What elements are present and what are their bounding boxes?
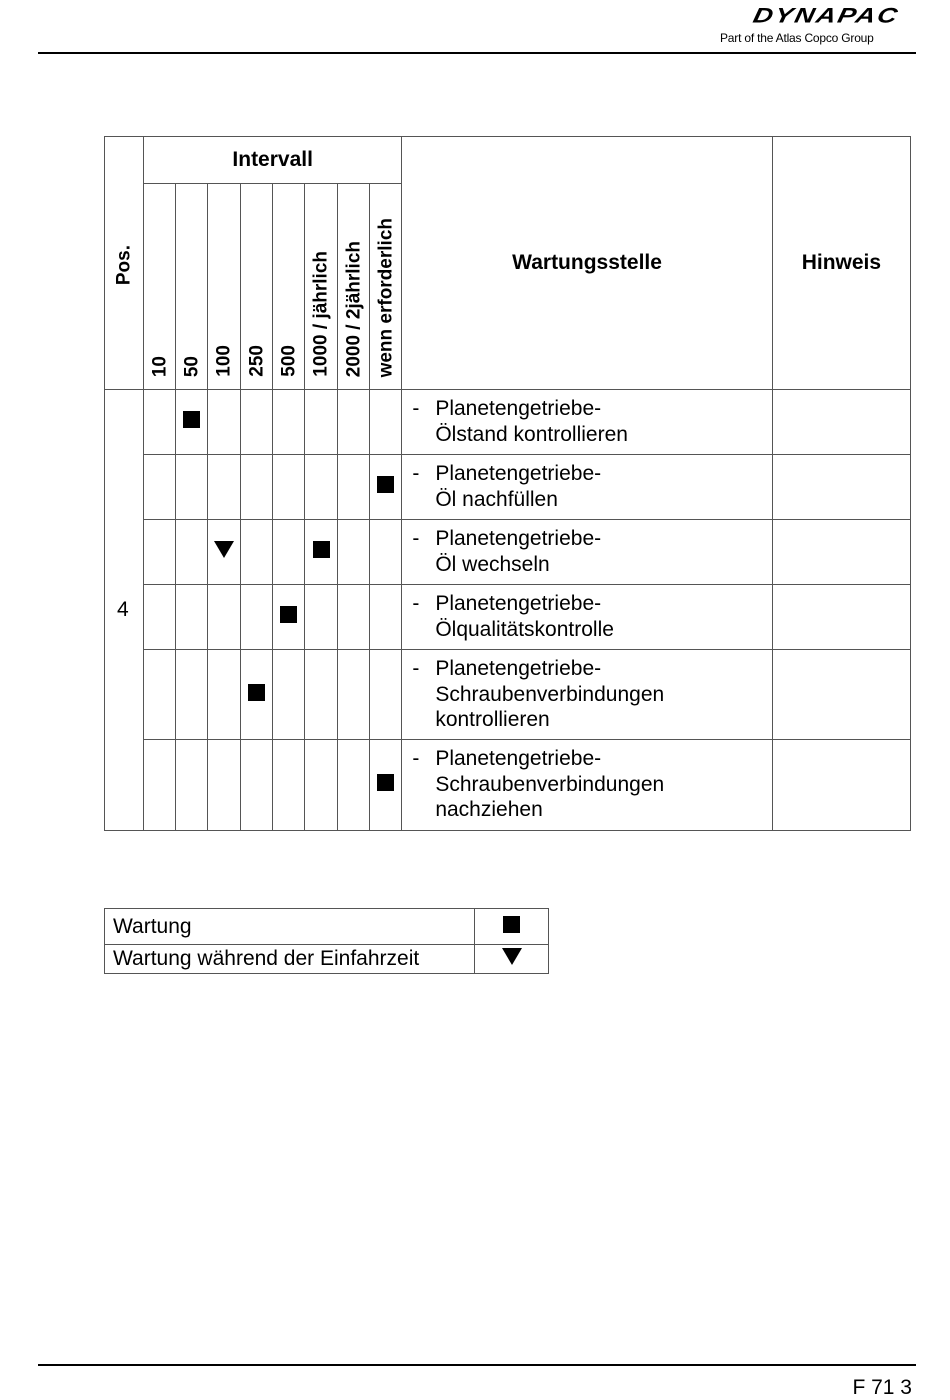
interval-mark-cell (273, 520, 305, 585)
interval-mark-cell (273, 585, 305, 650)
interval-mark-cell (305, 390, 338, 455)
interval-col-header (338, 184, 370, 390)
list-dash: - (412, 657, 420, 680)
interval-mark-cell (338, 520, 370, 585)
square-mark-icon (313, 541, 330, 558)
maintenance-point (402, 650, 772, 740)
interval-mark-cell (144, 390, 176, 455)
interval-mark-cell (338, 585, 370, 650)
interval-mark-cell (241, 740, 273, 831)
interval-mark-cell (241, 520, 273, 585)
maintenance-point (402, 390, 772, 455)
list-dash: - (412, 462, 420, 485)
hinweis-cell (772, 390, 910, 455)
interval-mark-cell (305, 455, 338, 520)
interval-mark-cell (370, 390, 402, 455)
interval-mark-cell (176, 520, 208, 585)
interval-mark-cell (273, 650, 305, 740)
square-mark-icon (377, 774, 394, 791)
legend-symbol-cell (475, 909, 549, 945)
interval-label: 50 (181, 355, 203, 377)
interval-mark-cell (144, 650, 176, 740)
interval-mark-cell (144, 740, 176, 831)
logo-tagline: Part of the Atlas Copco Group (720, 31, 874, 45)
interval-col-header (144, 184, 176, 390)
interval-mark-cell (208, 650, 241, 740)
interval-mark-cell (208, 740, 241, 831)
maintenance-text-line: Planetengetriebe- (435, 592, 602, 615)
interval-label: wenn erforderlich (375, 217, 397, 377)
hinweis-header: Hinweis (772, 137, 910, 390)
interval-header: Intervall (144, 137, 402, 184)
maintenance-text (435, 746, 664, 823)
table-row (105, 650, 911, 740)
interval-label: 10 (149, 355, 171, 377)
maintenance-text-line: Planetengetriebe- (435, 462, 602, 485)
interval-mark-cell (144, 520, 176, 585)
pos-header-cell (105, 137, 144, 390)
table-body (105, 390, 911, 831)
maintenance-text-line: Schraubenverbindungen (435, 772, 665, 796)
interval-mark-cell (241, 455, 273, 520)
interval-mark-cell (338, 455, 370, 520)
interval-label: 1000 / jährlich (310, 251, 332, 377)
interval-mark-cell (241, 585, 273, 650)
interval-label: 100 (213, 345, 235, 377)
list-dash: - (412, 397, 420, 420)
hinweis-cell (772, 740, 910, 831)
interval-mark-cell (208, 520, 241, 585)
interval-mark-cell (144, 585, 176, 650)
table-row (105, 455, 911, 520)
maintenance-point (402, 740, 772, 831)
interval-mark-cell (338, 390, 370, 455)
square-mark-icon (183, 411, 200, 428)
interval-mark-cell (208, 585, 241, 650)
hinweis-cell (772, 455, 910, 520)
interval-mark-cell (305, 520, 338, 585)
maintenance-text-line: Öl nachfüllen (435, 487, 558, 511)
interval-mark-cell (208, 455, 241, 520)
pos-value: 4 (105, 390, 144, 831)
pos-header: Pos. (113, 244, 135, 285)
square-legend-icon (503, 916, 520, 933)
interval-col-header (273, 184, 305, 390)
interval-col-header (370, 184, 402, 390)
maintenance-text-line: Ölqualitätskontrolle (435, 617, 614, 641)
maintenance-point (402, 455, 772, 520)
interval-mark-cell (176, 585, 208, 650)
interval-mark-cell (208, 390, 241, 455)
square-mark-icon (248, 684, 265, 701)
hinweis-cell (772, 650, 910, 740)
maintenance-text (435, 591, 614, 642)
maintenance-point (402, 585, 772, 650)
interval-mark-cell (370, 650, 402, 740)
maintenance-text-line: nachziehen (435, 798, 543, 821)
maintenance-table (104, 136, 911, 831)
interval-mark-cell (370, 455, 402, 520)
interval-col-header (305, 184, 338, 390)
triangle-legend-icon (502, 948, 522, 965)
interval-mark-cell (176, 740, 208, 831)
interval-label: 500 (278, 345, 300, 377)
interval-mark-cell (144, 455, 176, 520)
wartungsstelle-header: Wartungsstelle (402, 137, 772, 390)
interval-mark-cell (241, 390, 273, 455)
table-row (105, 585, 911, 650)
list-dash: - (412, 527, 420, 550)
interval-col-header (176, 184, 208, 390)
footer-rule (38, 1364, 916, 1366)
interval-mark-cell (305, 650, 338, 740)
maintenance-text-line: Schraubenverbindungen (435, 682, 665, 706)
dynapac-logo: DYNAPAC (751, 4, 902, 28)
header-rule (38, 52, 916, 54)
interval-mark-cell (273, 455, 305, 520)
interval-mark-cell (176, 390, 208, 455)
legend-label: Wartung während der Einfahrzeit (105, 945, 475, 974)
maintenance-text-line: Planetengetriebe- (435, 747, 602, 770)
square-mark-icon (377, 476, 394, 493)
interval-mark-cell (370, 740, 402, 831)
table-row (105, 740, 911, 831)
interval-mark-cell (273, 390, 305, 455)
table-row (105, 520, 911, 585)
interval-mark-cell (176, 650, 208, 740)
maintenance-text-line: Öl wechseln (435, 552, 550, 576)
legend-symbol-cell (475, 945, 549, 974)
maintenance-text (435, 656, 664, 733)
interval-col-header (241, 184, 273, 390)
interval-mark-cell (241, 650, 273, 740)
interval-mark-cell (273, 740, 305, 831)
interval-col-header (208, 184, 241, 390)
table-row (105, 390, 911, 455)
list-dash: - (412, 747, 420, 770)
interval-label: 2000 / 2jährlich (343, 240, 365, 377)
maintenance-text (435, 396, 628, 447)
triangle-mark-icon (214, 541, 234, 558)
interval-mark-cell (338, 650, 370, 740)
legend-label: Wartung (105, 909, 475, 945)
interval-mark-cell (176, 455, 208, 520)
interval-mark-cell (305, 585, 338, 650)
interval-label: 250 (246, 345, 268, 377)
maintenance-point (402, 520, 772, 585)
legend-table (104, 908, 549, 974)
maintenance-text-line: Planetengetriebe- (435, 657, 602, 680)
maintenance-text-line: Planetengetriebe- (435, 397, 602, 420)
square-mark-icon (280, 606, 297, 623)
maintenance-text-line: kontrollieren (435, 708, 550, 731)
list-dash: - (412, 592, 420, 615)
interval-mark-cell (305, 740, 338, 831)
hinweis-cell (772, 585, 910, 650)
legend-row (105, 909, 549, 945)
interval-mark-cell (370, 585, 402, 650)
maintenance-text (435, 526, 601, 577)
maintenance-text (435, 461, 601, 512)
maintenance-text-line: Planetengetriebe- (435, 527, 602, 550)
maintenance-text-line: Ölstand kontrollieren (435, 422, 628, 446)
page-number: F 71 3 (852, 1376, 912, 1399)
legend-row (105, 945, 549, 974)
interval-mark-cell (370, 520, 402, 585)
hinweis-cell (772, 520, 910, 585)
interval-mark-cell (338, 740, 370, 831)
